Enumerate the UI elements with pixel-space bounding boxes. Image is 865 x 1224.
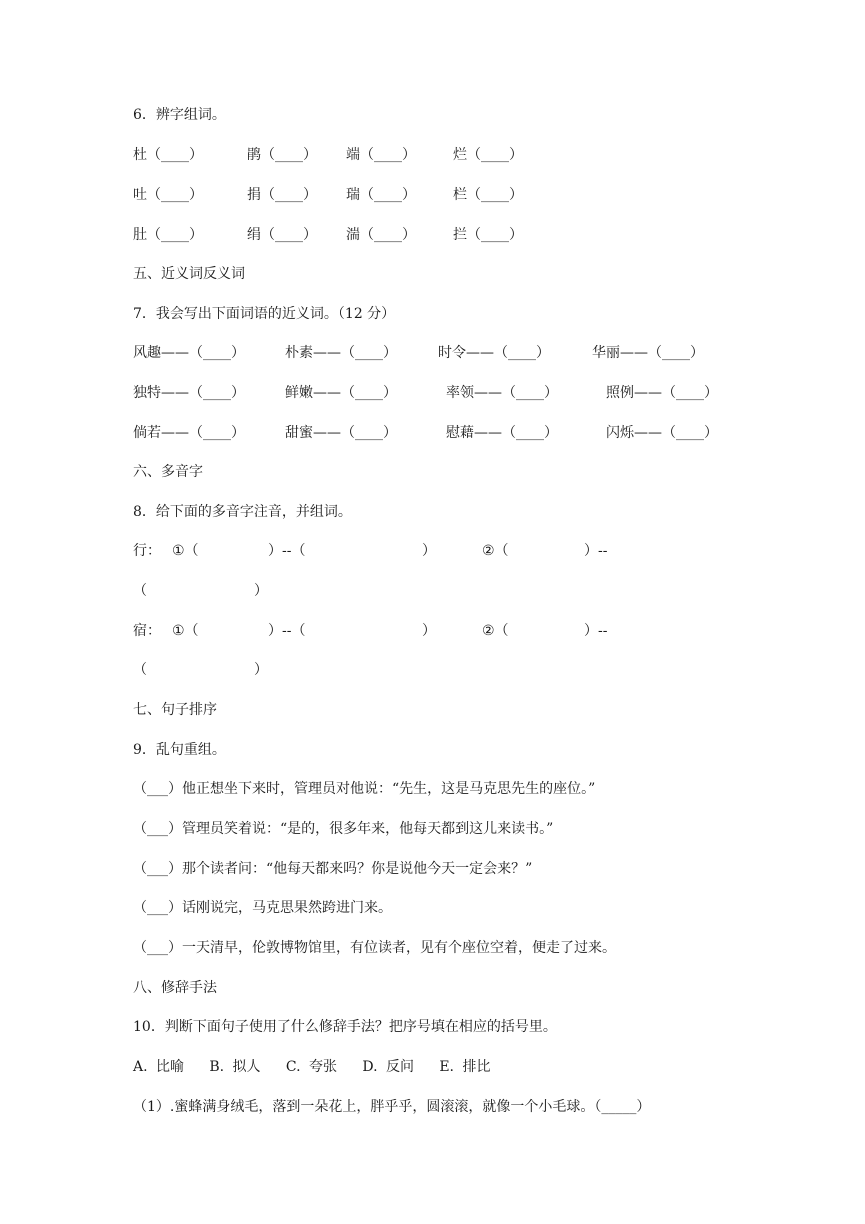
- q8-su-pinyin2-close: ）--: [584, 623, 608, 639]
- q6-row2-item1: 吐（____）: [133, 187, 203, 203]
- q10-sentence-1: （1）.蜜蜂满身绒毛，落到一朵花上，胖乎乎，圆滚滚，就像一个小毛球。（_____）: [133, 1099, 651, 1115]
- q6-row3-item2: 绢（____）: [247, 227, 317, 243]
- q7-row1-item2: 朴素——（____）: [285, 345, 397, 361]
- section-5-heading: 五、近义词反义词: [133, 266, 245, 282]
- q9-sentence-3: （___）那个读者问：“他每天都来吗？你是说他今天一定会来？”: [133, 861, 533, 877]
- q9-title: 9．乱句重组。: [133, 742, 226, 758]
- q7-row3-item4: 闪烁——（____）: [606, 425, 718, 441]
- q8-xing-pinyin2-open: ②（: [482, 543, 509, 559]
- q8-char-su: 宿：: [133, 623, 161, 639]
- q6-row3-item4: 拦（____）: [453, 227, 523, 243]
- q10-title: 10．判断下面句子使用了什么修辞手法？把序号填在相应的括号里。: [133, 1019, 557, 1035]
- q7-row3-item2: 甜蜜——（____）: [285, 425, 397, 441]
- q8-su-word2-open: （: [133, 662, 147, 678]
- q9-sentence-1: （___）他正想坐下来时，管理员对他说：“先生，这是马克思先生的座位。”: [133, 781, 596, 797]
- q8-title: 8．给下面的多音字注音，并组词。: [133, 504, 352, 520]
- q9-sentence-5: （___）一天清早，伦敦博物馆里，有位读者，见有个座位空着，便走了过来。: [133, 940, 616, 956]
- q9-sentence-2: （___）管理员笑着说：“是的，很多年来，他每天都到这儿来读书。”: [133, 821, 554, 837]
- section-7-heading: 七、句子排序: [133, 702, 217, 718]
- q7-row2-item3: 率领——（____）: [446, 385, 558, 401]
- section-6-heading: 六、多音字: [133, 464, 203, 480]
- q7-row3-item1: 倘若——（____）: [133, 425, 245, 441]
- q7-row3-item3: 慰藉——（____）: [446, 425, 558, 441]
- q8-su-pinyin1-open: ①（: [172, 623, 199, 639]
- q7-row2-item4: 照例——（____）: [606, 385, 718, 401]
- q6-row1-item1: 杜（____）: [133, 147, 203, 163]
- q8-xing-pinyin1-close: ）--（: [268, 543, 306, 559]
- q7-row1-item1: 风趣——（____）: [133, 345, 245, 361]
- q6-row2-item2: 捐（____）: [247, 187, 317, 203]
- q7-row2-item2: 鲜嫩——（____）: [285, 385, 397, 401]
- q7-title: 7．我会写出下面词语的近义词。（12 分）: [133, 306, 396, 322]
- q6-row3-item3: 湍（____）: [346, 227, 416, 243]
- q8-su-pinyin1-close: ）--（: [268, 623, 306, 639]
- q7-row1-item4: 华丽——（____）: [592, 345, 704, 361]
- q8-su-word2-close: ）: [254, 662, 268, 678]
- q8-xing-pinyin1-open: ①（: [172, 543, 199, 559]
- q7-row1-item3: 时令——（____）: [438, 345, 550, 361]
- q6-title: 6．辨字组词。: [133, 107, 226, 123]
- q8-char-xing: 行：: [133, 543, 161, 559]
- q6-row1-item4: 烂（____）: [453, 147, 523, 163]
- q6-row1-item3: 端（____）: [346, 147, 416, 163]
- q8-xing-word1-close: ）: [422, 543, 436, 559]
- section-8-heading: 八、修辞手法: [133, 980, 217, 996]
- q6-row1-item2: 鹃（____）: [247, 147, 317, 163]
- q8-xing-pinyin2-close: ）--: [584, 543, 608, 559]
- q6-row2-item4: 栏（____）: [453, 187, 523, 203]
- q8-xing-word2-open: （: [133, 583, 147, 599]
- q7-row2-item1: 独特——（____）: [133, 385, 245, 401]
- q6-row2-item3: 瑞（____）: [346, 187, 416, 203]
- q10-options: A. 比喻 B. 拟人 C. 夸张 D. 反问 E. 排比: [133, 1059, 491, 1075]
- q8-su-word1-close: ）: [422, 623, 436, 639]
- q8-su-pinyin2-open: ②（: [482, 623, 509, 639]
- q8-xing-word2-close: ）: [254, 583, 268, 599]
- q9-sentence-4: （___）话刚说完，马克思果然跨进门来。: [133, 900, 392, 916]
- q6-row3-item1: 肚（____）: [133, 227, 203, 243]
